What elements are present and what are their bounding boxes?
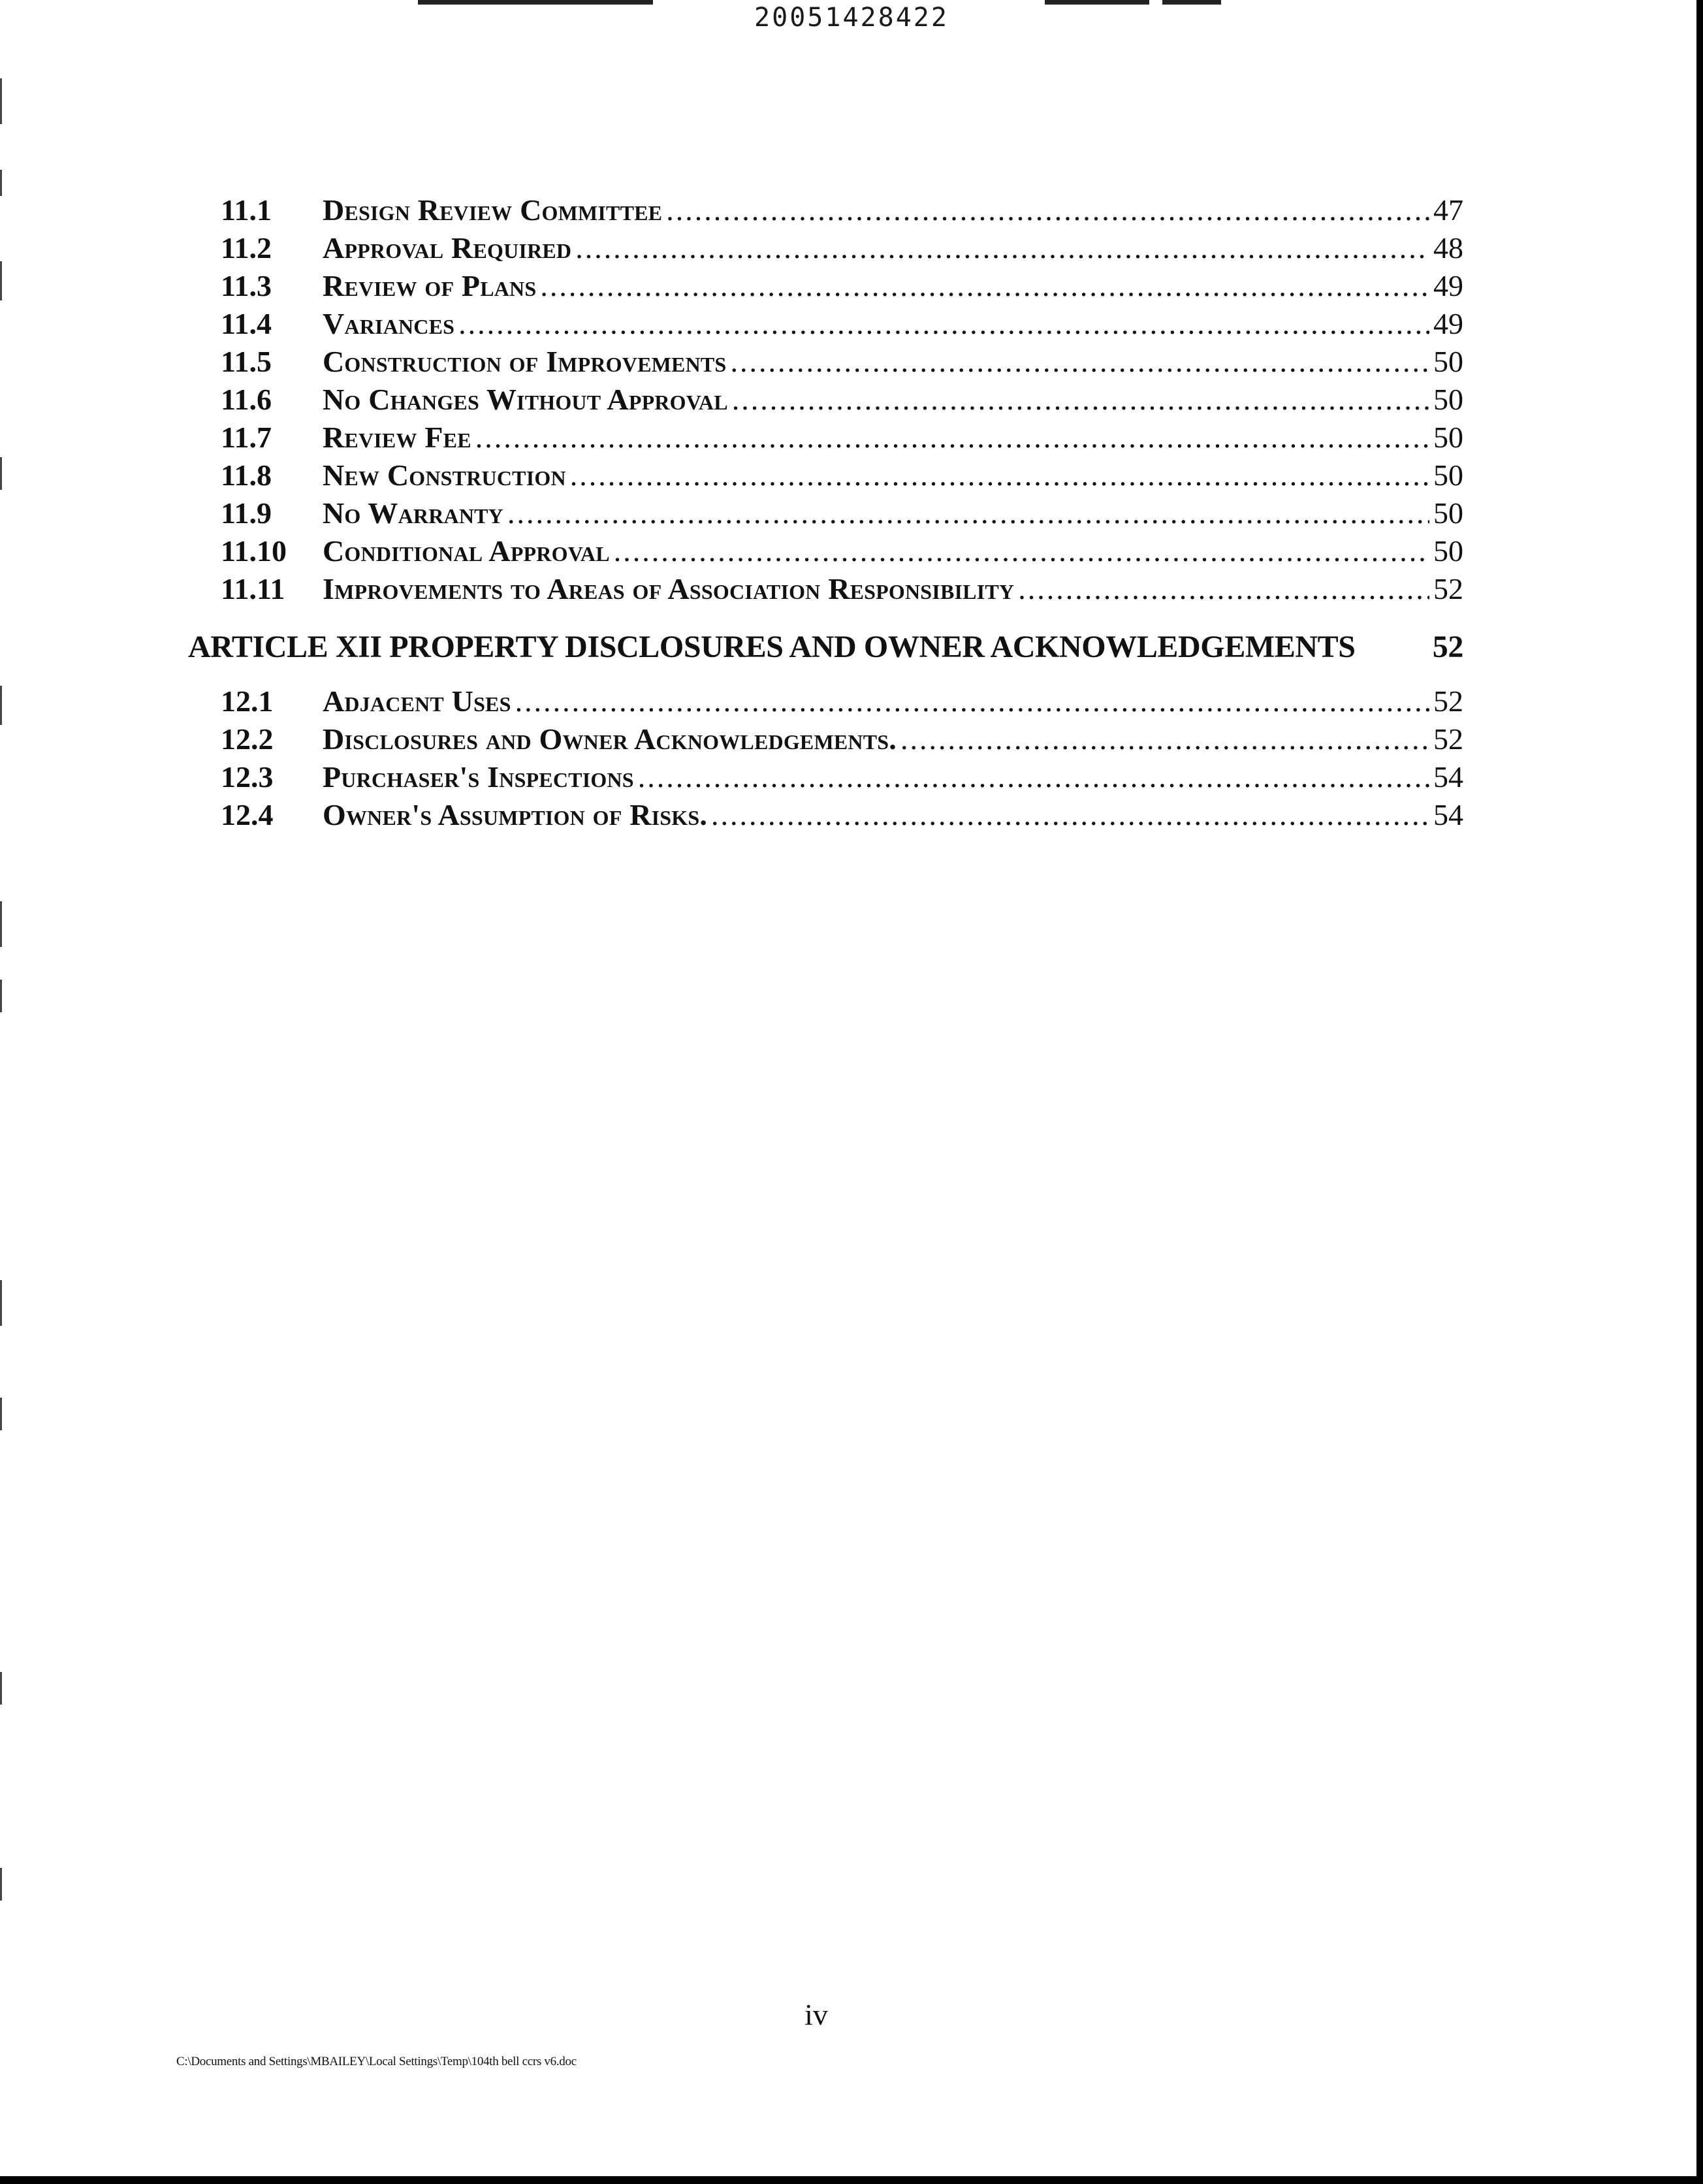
toc-entry-number: 12.3 (221, 760, 274, 794)
toc-entry[interactable] (221, 684, 1463, 722)
toc-entry[interactable] (221, 722, 1463, 760)
toc-entry-page: 48 (1433, 231, 1463, 265)
toc-entry-number: 12.1 (221, 684, 274, 718)
toc-entry-page: 52 (1433, 684, 1463, 718)
scan-left-edge-marks (0, 0, 4, 2184)
toc-entry[interactable] (221, 382, 1463, 420)
toc-entry[interactable] (221, 797, 1463, 835)
dot-leader (1018, 571, 1429, 606)
article-title: ARTICLE XII PROPERTY DISCLOSURES AND OWNER ACKNOWLEDGEMENTS (188, 630, 1356, 664)
dot-leader (900, 722, 1429, 756)
toc-entry-page: 50 (1433, 496, 1463, 530)
toc-entry-page: 49 (1433, 269, 1463, 302)
dot-leader (730, 344, 1429, 379)
toc-entry-title: Improvements to Areas of Association Responsibility (323, 572, 1015, 605)
dot-leader (570, 458, 1429, 492)
scan-right-edge (1696, 0, 1703, 2184)
article-page: 52 (1432, 630, 1463, 664)
dot-leader (475, 420, 1429, 455)
toc-entry-number: 11.11 (221, 572, 285, 605)
toc-entry[interactable] (221, 231, 1463, 268)
toc-entry-title: Owner's Assumption of Risks. (323, 798, 708, 831)
toc-entry-title: Conditional Approval (323, 534, 610, 568)
file-path-footer: C:\Documents and Settings\MBAILEY\Local Settings\Temp\104th bell ccrs v6.doc (176, 2055, 577, 2068)
toc-entry[interactable] (221, 458, 1463, 496)
scan-bottom-edge (0, 2176, 1703, 2184)
toc-entry-page: 54 (1433, 798, 1463, 831)
toc-entry-title: Review Fee (323, 421, 471, 454)
toc-entry-page: 50 (1433, 345, 1463, 378)
toc-entry-page: 50 (1433, 458, 1463, 492)
document-number: 20051428422 (754, 3, 949, 33)
toc-entry-title: Adjacent Uses (323, 684, 511, 718)
dot-leader (711, 797, 1429, 832)
toc-article-heading[interactable] (188, 629, 1463, 671)
dot-leader (666, 193, 1429, 227)
toc-entry-page: 50 (1433, 534, 1463, 568)
toc-entry-number: 11.3 (221, 269, 272, 302)
toc-entry-page: 49 (1433, 307, 1463, 340)
dot-leader (507, 496, 1429, 530)
toc-entry-number: 12.2 (221, 722, 274, 756)
dot-leader (540, 268, 1429, 303)
toc-entry-page: 52 (1433, 722, 1463, 756)
toc-entry-page: 50 (1433, 421, 1463, 454)
toc-entry-number: 11.7 (221, 421, 272, 454)
toc-entry-number: 11.8 (221, 458, 272, 492)
toc-entry-number: 11.1 (221, 193, 272, 227)
toc-entry[interactable] (221, 534, 1463, 571)
toc-entry-number: 11.9 (221, 496, 272, 530)
dot-leader (614, 534, 1429, 568)
toc-entry-title: Purchaser's Inspections (323, 760, 634, 794)
dot-leader (458, 306, 1429, 341)
page-number: iv (804, 1998, 828, 2031)
dot-leader (732, 382, 1429, 417)
toc-entry-title: Variances (323, 307, 455, 340)
toc-entry-title: Review of Plans (323, 269, 537, 302)
toc-entry[interactable] (221, 306, 1463, 344)
toc-entry-number: 11.10 (221, 534, 287, 568)
toc-entry[interactable] (221, 571, 1463, 609)
toc-entry-title: Disclosures and Owner Acknowledgements. (323, 722, 897, 756)
toc-entry[interactable] (221, 496, 1463, 534)
toc-entry-title: Approval Required (323, 231, 572, 265)
toc-entry-page: 50 (1433, 383, 1463, 416)
dot-leader (575, 231, 1429, 265)
toc-entry[interactable] (221, 760, 1463, 797)
toc-entry[interactable] (221, 344, 1463, 382)
toc-entry[interactable] (221, 420, 1463, 458)
toc-entry-page: 52 (1433, 572, 1463, 605)
toc-entry-page: 47 (1433, 193, 1463, 227)
toc-entry-number: 12.4 (221, 798, 274, 831)
toc-entry-page: 54 (1433, 760, 1463, 794)
toc-entry[interactable] (221, 268, 1463, 306)
dot-leader (515, 684, 1429, 718)
toc-entry-number: 11.2 (221, 231, 272, 265)
toc-entry-title: No Warranty (323, 496, 503, 530)
dot-leader (638, 760, 1429, 794)
toc-entry-title: No Changes Without Approval (323, 383, 728, 416)
toc-entry[interactable] (221, 193, 1463, 231)
toc-entry-title: New Construction (323, 458, 566, 492)
toc-entry-title: Construction of Improvements (323, 345, 727, 378)
toc-entry-number: 11.5 (221, 345, 272, 378)
toc-entry-number: 11.6 (221, 383, 272, 416)
toc-entry-number: 11.4 (221, 307, 272, 340)
toc-entry-title: Design Review Committee (323, 193, 663, 227)
